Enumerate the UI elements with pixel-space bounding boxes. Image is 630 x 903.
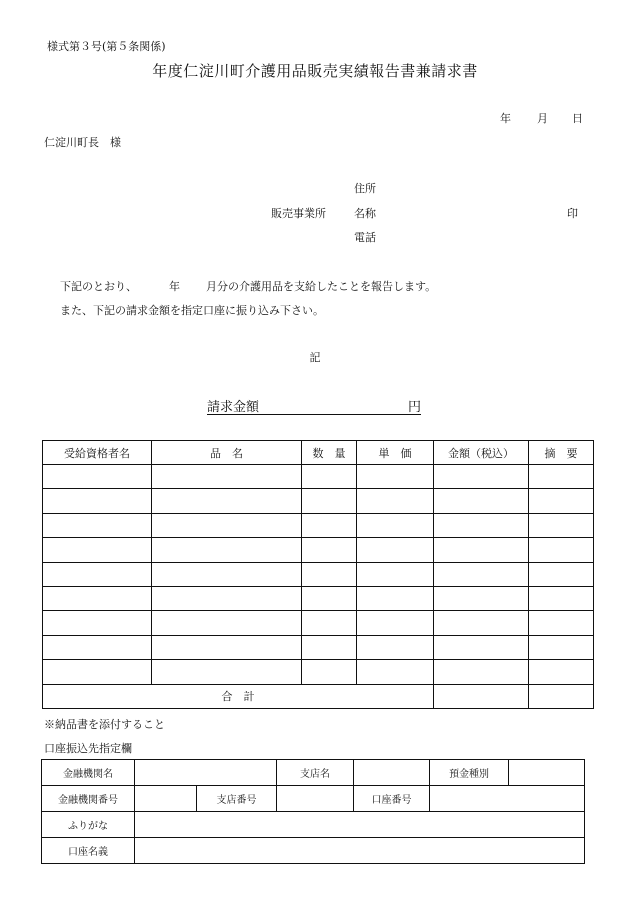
bank-row-1 (42, 760, 585, 786)
vendor-label: 販売事業所 (271, 207, 326, 220)
amount-cell[interactable] (434, 586, 529, 610)
vendor-name-label: 名称 (354, 207, 376, 220)
furigana-label: ふりがな (42, 812, 135, 838)
remarks-cell[interactable] (529, 513, 594, 537)
remarks-cell[interactable] (529, 635, 594, 659)
recipient-name-cell[interactable] (43, 465, 152, 489)
unit-price-cell[interactable] (357, 489, 434, 513)
unit-price-cell[interactable] (357, 538, 434, 562)
unit-price-cell[interactable] (357, 465, 434, 489)
body-line-1-suffix: 月分の介護用品を支給したことを報告します。 (206, 280, 437, 293)
account-holder-field[interactable] (135, 838, 585, 864)
amount-cell[interactable] (434, 538, 529, 562)
col-unit-price: 単 価 (357, 441, 434, 465)
addressee: 仁淀川町長 様 (44, 136, 121, 149)
table-row (43, 513, 594, 537)
unit-price-cell[interactable] (357, 513, 434, 537)
remarks-cell[interactable] (529, 465, 594, 489)
total-remarks-cell[interactable] (529, 684, 594, 708)
table-row (43, 660, 594, 684)
table-row (43, 489, 594, 513)
recipient-name-cell[interactable] (43, 489, 152, 513)
quantity-cell[interactable] (302, 465, 357, 489)
bank-row-2 (42, 786, 585, 812)
body-line-2: また、下記の請求金額を指定口座に振り込み下さい。 (60, 304, 324, 317)
amount-cell[interactable] (434, 562, 529, 586)
item-name-cell[interactable] (152, 489, 302, 513)
branch-code-field[interactable] (277, 786, 354, 812)
document-title: 年度仁淀川町介護用品販売実績報告書兼請求書 (152, 62, 478, 80)
item-name-cell[interactable] (152, 611, 302, 635)
vendor-phone-label: 電話 (354, 231, 376, 244)
unit-price-cell[interactable] (357, 586, 434, 610)
table-row (43, 586, 594, 610)
quantity-cell[interactable] (302, 611, 357, 635)
quantity-cell[interactable] (302, 635, 357, 659)
unit-price-cell[interactable] (357, 635, 434, 659)
item-name-cell[interactable] (152, 635, 302, 659)
col-item-name: 品 名 (152, 441, 302, 465)
deposit-type-label: 預金種別 (430, 760, 509, 786)
unit-price-cell[interactable] (357, 562, 434, 586)
table-row (43, 465, 594, 489)
seal-mark: 印 (567, 207, 578, 220)
account-number-field[interactable] (430, 786, 585, 812)
claim-amount-label: 請求金額 (207, 400, 260, 415)
recipient-name-cell[interactable] (43, 635, 152, 659)
item-name-cell[interactable] (152, 586, 302, 610)
deposit-type-field[interactable] (509, 760, 585, 786)
date-day-label: 日 (572, 112, 583, 125)
total-amount-cell[interactable] (434, 684, 529, 708)
body-line-1 (60, 278, 436, 294)
item-name-cell[interactable] (152, 562, 302, 586)
col-quantity: 数 量 (302, 441, 357, 465)
date-month-label: 月 (537, 112, 548, 125)
quantity-cell[interactable] (302, 513, 357, 537)
amount-cell[interactable] (434, 635, 529, 659)
bank-table (41, 759, 585, 864)
attachment-note: ※納品書を添付すること (44, 718, 165, 731)
bank-name-field[interactable] (135, 760, 277, 786)
account-number-label: 口座番号 (354, 786, 430, 812)
quantity-cell[interactable] (302, 489, 357, 513)
item-name-cell[interactable] (152, 538, 302, 562)
recipient-name-cell[interactable] (43, 660, 152, 684)
bank-row-3 (42, 812, 585, 838)
recipient-name-cell[interactable] (43, 586, 152, 610)
recipient-name-cell[interactable] (43, 513, 152, 537)
amount-cell[interactable] (434, 513, 529, 537)
col-amount-tax-incl: 金額（税込） (434, 441, 529, 465)
remarks-cell[interactable] (529, 660, 594, 684)
recipient-name-cell[interactable] (43, 538, 152, 562)
account-holder-label: 口座名義 (42, 838, 135, 864)
amount-cell[interactable] (434, 489, 529, 513)
recipient-name-cell[interactable] (43, 611, 152, 635)
table-row (43, 538, 594, 562)
remarks-cell[interactable] (529, 611, 594, 635)
remarks-cell[interactable] (529, 562, 594, 586)
branch-name-field[interactable] (354, 760, 430, 786)
amount-cell[interactable] (434, 465, 529, 489)
quantity-cell[interactable] (302, 586, 357, 610)
claim-amount (207, 396, 421, 415)
total-row (43, 684, 594, 708)
amount-cell[interactable] (434, 611, 529, 635)
bank-code-label: 金融機関番号 (42, 786, 135, 812)
items-table (42, 440, 594, 709)
col-recipient-name: 受給資格者名 (43, 441, 152, 465)
claim-amount-unit: 円 (407, 400, 421, 415)
branch-name-label: 支店名 (277, 760, 354, 786)
remarks-cell[interactable] (529, 586, 594, 610)
item-name-cell[interactable] (152, 465, 302, 489)
total-label: 合 計 (43, 684, 434, 708)
items-table-header (43, 441, 594, 465)
item-name-cell[interactable] (152, 513, 302, 537)
bank-code-field[interactable] (135, 786, 197, 812)
quantity-cell[interactable] (302, 562, 357, 586)
unit-price-cell[interactable] (357, 660, 434, 684)
amount-cell[interactable] (434, 660, 529, 684)
vendor-address-label: 住所 (354, 182, 376, 195)
item-name-cell[interactable] (152, 660, 302, 684)
recipient-name-cell[interactable] (43, 562, 152, 586)
quantity-cell[interactable] (302, 660, 357, 684)
col-remarks: 摘 要 (529, 441, 594, 465)
furigana-field[interactable] (135, 812, 585, 838)
body-line-1-year: 年 (169, 280, 180, 293)
body-line-1-prefix: 下記のとおり、 (60, 280, 137, 293)
remarks-cell[interactable] (529, 489, 594, 513)
table-row (43, 611, 594, 635)
table-row (43, 562, 594, 586)
unit-price-cell[interactable] (357, 611, 434, 635)
date-year-label: 年 (500, 112, 511, 125)
branch-code-label: 支店番号 (197, 786, 277, 812)
bank-name-label: 金融機関名 (42, 760, 135, 786)
bank-row-4 (42, 838, 585, 864)
bank-section-title: 口座振込先指定欄 (44, 742, 132, 755)
table-row (43, 635, 594, 659)
ki-heading: 記 (309, 351, 321, 364)
remarks-cell[interactable] (529, 538, 594, 562)
quantity-cell[interactable] (302, 538, 357, 562)
form-number: 様式第３号(第５条関係) (47, 40, 166, 53)
